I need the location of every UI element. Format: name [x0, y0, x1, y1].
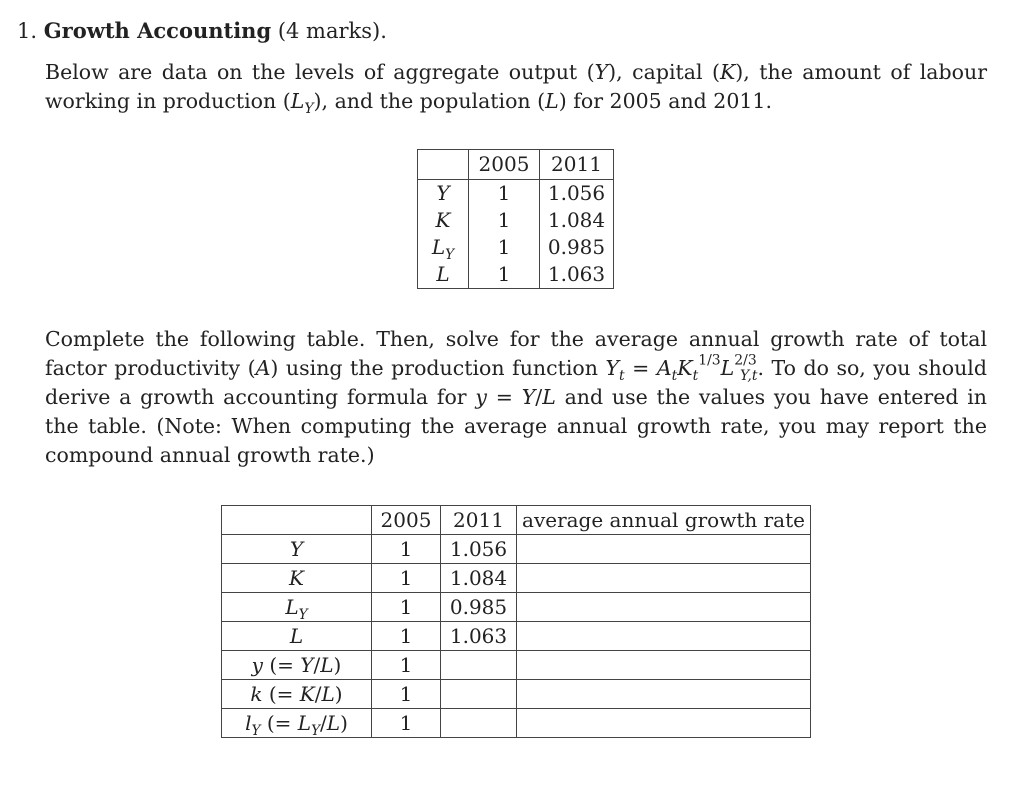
table-header-cell	[418, 150, 469, 180]
intro-paragraph: Below are data on the levels of aggregate output (Y), capital (K), the amount of labour working in production $(L_Y)$, and the population (L) for 2005 and 2011.	[45, 60, 987, 117]
table-header-cell: 2011	[441, 506, 517, 535]
intro-text-c: ), the amount of labour working in production (	[45, 60, 987, 113]
cell-2011: 1.063	[540, 261, 614, 289]
table-header-cell: 2011	[540, 150, 614, 180]
cell-growth-rate[interactable]	[517, 709, 811, 738]
instructions-text-a: Complete the following table. Then, solve for the average annual growth rate of total factor productivity (	[45, 327, 987, 380]
table-row	[222, 651, 811, 680]
instructions-text-b: ) using the production function	[270, 356, 606, 380]
table-row	[222, 680, 811, 709]
question-title: Growth Accounting	[43, 18, 272, 43]
cell-growth-rate[interactable]	[517, 680, 811, 709]
instructions-text-c: . To do so, you should derive a growth accounting formula for	[45, 356, 987, 409]
cell-2005: 1	[372, 651, 441, 680]
row-label: $L_Y$	[418, 234, 469, 261]
table-header-cell: average annual growth rate	[517, 506, 811, 535]
table-header-cell	[222, 506, 372, 535]
row-label: Y	[418, 180, 469, 208]
completion-table	[221, 505, 811, 738]
intro-text-d: ), and the population (	[313, 89, 546, 113]
cell-2011: 1.056	[540, 180, 614, 208]
table-row	[418, 180, 614, 208]
table-row	[418, 207, 614, 234]
cell-2005: 1	[469, 234, 540, 261]
cell-2011: 0.985	[540, 234, 614, 261]
row-label: y (= Y/L)	[222, 651, 372, 680]
cell-2005: 1	[372, 593, 441, 622]
production-function-formula: $Y_t = A_tK_t^{1/3}L^{2/3}_{Y,t}$	[605, 352, 758, 384]
cell-2005: 1	[372, 680, 441, 709]
cell-2011[interactable]: 1.084	[441, 564, 517, 593]
intro-text-a: Below are data on the levels of aggregate output (	[45, 60, 595, 84]
cell-2011[interactable]	[441, 709, 517, 738]
intro-text-e: ) for 2005 and 2011.	[558, 89, 772, 113]
question-number: 1.	[17, 19, 38, 43]
cell-2011: 1.084	[540, 207, 614, 234]
row-label: $l_Y$ (= $L_Y/L$)	[222, 709, 372, 738]
instructions-text-d: and use the values you have entered in the table. (Note: When computing the average annual growth rate, you may report the compound annual growth rate.)	[45, 385, 987, 467]
cell-2005: 1	[372, 535, 441, 564]
cell-2005: 1	[469, 180, 540, 208]
row-label: L	[222, 622, 372, 651]
data-table	[417, 149, 614, 289]
table-header-row	[222, 506, 811, 535]
table-row	[222, 709, 811, 738]
cell-growth-rate[interactable]	[517, 564, 811, 593]
cell-2005: 1	[372, 709, 441, 738]
row-label: K	[222, 564, 372, 593]
table-header-cell: 2005	[469, 150, 540, 180]
cell-growth-rate[interactable]	[517, 535, 811, 564]
instructions-paragraph: Complete the following table. Then, solve for the average annual growth rate of total factor productivity (A) using the production function $Y_t = A_tK_t^{1/3}L^{2/3}_{Y,t}$. To do so, you should derive a growth accounting formula for y = Y/L and use the values you have entered in the table. (Note: When computing the average annual growth rate, you may report the compound annual growth rate.)	[45, 327, 987, 467]
cell-2005: 1	[372, 622, 441, 651]
table-header-row	[418, 150, 614, 180]
cell-2005: 1	[372, 564, 441, 593]
row-label: L	[418, 261, 469, 289]
row-label: $L_Y$	[222, 593, 372, 622]
question-marks: (4 marks).	[277, 19, 387, 43]
table-header-cell: 2005	[372, 506, 441, 535]
cell-growth-rate[interactable]	[517, 593, 811, 622]
row-label: K	[418, 207, 469, 234]
cell-growth-rate[interactable]	[517, 651, 811, 680]
table-row	[418, 234, 614, 261]
table-row	[222, 622, 811, 651]
cell-2011[interactable]	[441, 651, 517, 680]
cell-growth-rate[interactable]	[517, 622, 811, 651]
row-label: Y	[222, 535, 372, 564]
table-row	[222, 593, 811, 622]
cell-2011[interactable]	[441, 680, 517, 709]
intro-text-b: ), capital (	[608, 60, 720, 84]
cell-2011[interactable]: 1.056	[441, 535, 517, 564]
cell-2005: 1	[469, 207, 540, 234]
question-heading	[17, 16, 387, 46]
cell-2011[interactable]: 1.063	[441, 622, 517, 651]
table-row	[418, 261, 614, 289]
cell-2011[interactable]: 0.985	[441, 593, 517, 622]
row-label: k (= K/L)	[222, 680, 372, 709]
table-row	[222, 535, 811, 564]
table-row	[222, 564, 811, 593]
cell-2005: 1	[469, 261, 540, 289]
